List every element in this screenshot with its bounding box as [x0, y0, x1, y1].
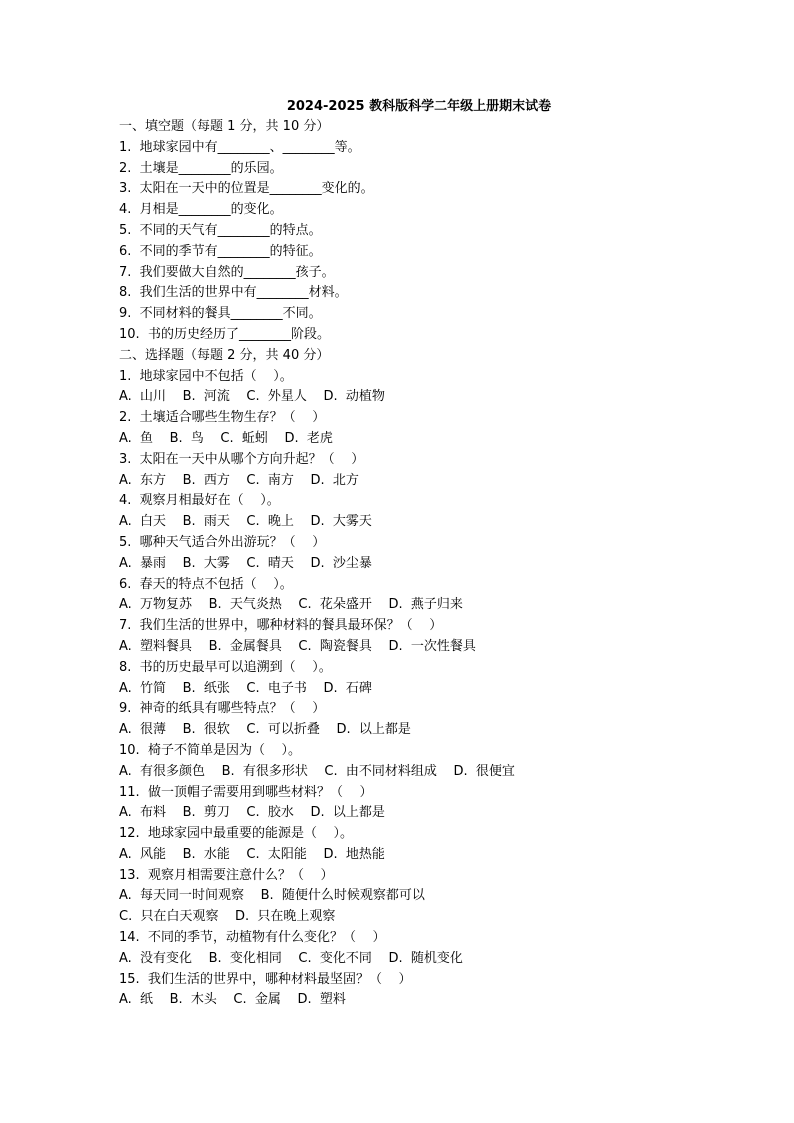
question-line: 12. 地球家园中最重要的能源是（ ）。 [119, 826, 353, 842]
exam-page [119, 97, 719, 1011]
question-line: 10. 书的历史经历了________阶段。 [119, 326, 330, 342]
options-line: A. 暴雨 B. 大雾 C. 晴天 D. 沙尘暴 [119, 555, 372, 571]
question-line: 2. 土壤是________的乐园。 [119, 160, 283, 176]
question-line: 1. 地球家园中不包括（ ）。 [119, 368, 293, 384]
options-line: A. 山川 B. 河流 C. 外星人 D. 动植物 [119, 389, 385, 405]
question-line: 8. 书的历史最早可以追溯到（ ）。 [119, 659, 332, 675]
fill-in-section [119, 117, 719, 346]
options-line: A. 竹简 B. 纸张 C. 电子书 D. 石碑 [119, 680, 372, 696]
options-line: A. 没有变化 B. 变化相同 C. 变化不同 D. 随机变化 [119, 950, 463, 966]
question-line: 9. 不同材料的餐具________不同。 [119, 306, 322, 322]
options-line: A. 纸 B. 木头 C. 金属 D. 塑料 [119, 992, 346, 1008]
options-line: A. 东方 B. 西方 C. 南方 D. 北方 [119, 472, 359, 488]
question-line: 8. 我们生活的世界中有________材料。 [119, 285, 348, 301]
options-line: A. 风能 B. 水能 C. 太阳能 D. 地热能 [119, 846, 385, 862]
question-line: 15. 我们生活的世界中，哪种材料最坚固？（ ） [119, 971, 412, 987]
options-line: A. 塑料餐具 B. 金属餐具 C. 陶瓷餐具 D. 一次性餐具 [119, 638, 476, 654]
options-line: A. 万物复苏 B. 天气炎热 C. 花朵盛开 D. 燕子归来 [119, 597, 463, 613]
question-line: 7. 我们要做大自然的________孩子。 [119, 264, 335, 280]
question-line: 14. 不同的季节，动植物有什么变化？（ ） [119, 930, 386, 946]
exam-title: 2024-2025 教科版科学二年级上册期末试卷 [286, 99, 552, 114]
section-heading: 二、选择题（每题 2 分，共 40 分） [119, 347, 330, 363]
question-line: 5. 不同的天气有________的特点。 [119, 222, 322, 238]
question-line: 11. 做一顶帽子需要用到哪些材料？（ ） [119, 784, 373, 800]
multiple-choice-section [119, 346, 719, 1012]
question-line: 9. 神奇的纸具有哪些特点？（ ） [119, 701, 326, 717]
question-line: 5. 哪种天气适合外出游玩？（ ） [119, 534, 326, 550]
options-line: A. 布料 B. 剪刀 C. 胶水 D. 以上都是 [119, 805, 385, 821]
question-line: 10. 椅子不简单是因为（ ）。 [119, 742, 301, 758]
question-line: 2. 土壤适合哪些生物生存？（ ） [119, 410, 326, 426]
question-line: 6. 不同的季节有________的特征。 [119, 243, 322, 259]
options-line: A. 有很多颜色 B. 有很多形状 C. 由不同材料组成 D. 很便宜 [119, 763, 515, 779]
options-line: A. 每天同一时间观察 B. 随便什么时候观察都可以 [119, 888, 425, 904]
options-line: C. 只在白天观察 D. 只在晚上观察 [119, 909, 336, 925]
question-line: 3. 太阳在一天中的位置是________变化的。 [119, 181, 374, 197]
section-heading: 一、填空题（每题 1 分，共 10 分） [119, 119, 330, 134]
question-line: 4. 月相是________的变化。 [119, 202, 283, 218]
question-line: 1. 地球家园中有________、________等。 [119, 139, 361, 155]
question-line: 13. 观察月相需要注意什么？（ ） [119, 867, 334, 883]
options-line: A. 很薄 B. 很软 C. 可以折叠 D. 以上都是 [119, 722, 411, 738]
options-line: A. 白天 B. 雨天 C. 晚上 D. 大雾天 [119, 514, 372, 530]
question-line: 6. 春天的特点不包括（ ）。 [119, 576, 293, 592]
question-line: 3. 太阳在一天中从哪个方向升起？（ ） [119, 451, 365, 467]
question-line: 7. 我们生活的世界中，哪种材料的餐具最环保？（ ） [119, 618, 443, 634]
question-line: 4. 观察月相最好在（ ）。 [119, 493, 280, 509]
options-line: A. 鱼 B. 鸟 C. 蚯蚓 D. 老虎 [119, 430, 333, 446]
